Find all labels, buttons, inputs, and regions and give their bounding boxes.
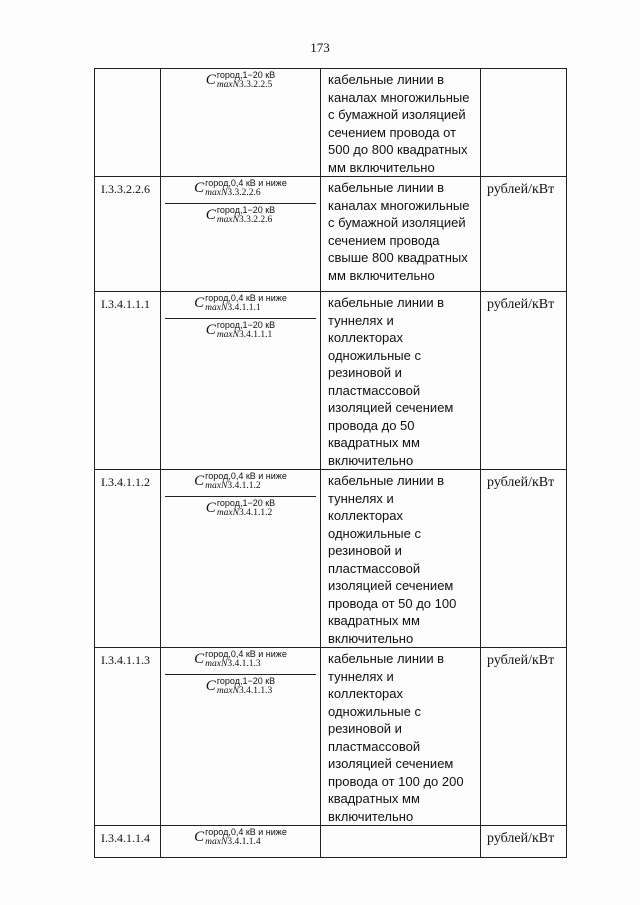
description-cell: кабельные линии в туннелях и коллекторах одножильные с резиновой и пластмассовой изоляцией сечением провода от 50 до 100 квадратных мм включительно bbox=[321, 470, 481, 648]
unit-cell: рублей/кВт bbox=[481, 470, 567, 648]
formula-cell bbox=[161, 826, 321, 858]
formula-cell bbox=[161, 69, 321, 177]
description-cell: кабельные линии в туннелях и коллекторах одножильные с резиновой и пластмассовой изоляцией сечением провода до 50 квадратных мм включительно bbox=[321, 292, 481, 470]
formula: C город,1−20 кВ maxN3.4.1.1.3 bbox=[205, 675, 276, 696]
formula: C город,1−20 кВ maxN3.4.1.1.2 bbox=[205, 497, 276, 518]
table-row bbox=[95, 648, 567, 826]
table-row bbox=[95, 69, 567, 177]
unit-cell: рублей/кВт bbox=[481, 826, 567, 858]
description-cell: кабельные линии в каналах многожильные с бумажной изоляцией сечением провода свыше 800 квадратных мм включительно bbox=[321, 177, 481, 292]
formula-cell bbox=[161, 177, 321, 292]
formula: C город,0,4 кВ и ниже maxN3.4.1.1.3 bbox=[165, 648, 316, 675]
unit-cell: рублей/кВт bbox=[481, 292, 567, 470]
unit-cell bbox=[481, 69, 567, 177]
formula: C город,1−20 кВ maxN3.3.2.2.5 bbox=[205, 70, 276, 90]
code-cell bbox=[95, 69, 161, 177]
formula-cell bbox=[161, 648, 321, 826]
formula: C город,0,4 кВ и ниже maxN3.4.1.1.4 bbox=[194, 827, 287, 847]
unit-cell: рублей/кВт bbox=[481, 648, 567, 826]
code-cell: I.3.3.2.2.6 bbox=[95, 177, 161, 292]
formula: C город,1−20 кВ maxN3.4.1.1.1 bbox=[205, 319, 276, 340]
unit-cell: рублей/кВт bbox=[481, 177, 567, 292]
formula: C город,0,4 кВ и ниже maxN3.4.1.1.1 bbox=[165, 292, 316, 319]
formula: C город,1−20 кВ maxN3.3.2.2.6 bbox=[205, 204, 276, 225]
formula-cell bbox=[161, 292, 321, 470]
tariff-table bbox=[94, 68, 567, 858]
table-row bbox=[95, 177, 567, 292]
code-cell: I.3.4.1.1.3 bbox=[95, 648, 161, 826]
formula: C город,0,4 кВ и ниже maxN3.3.2.2.6 bbox=[165, 177, 316, 204]
code-cell: I.3.4.1.1.1 bbox=[95, 292, 161, 470]
code-cell: I.3.4.1.1.2 bbox=[95, 470, 161, 648]
description-cell bbox=[321, 826, 481, 858]
table-row bbox=[95, 292, 567, 470]
description-cell: кабельные линии в каналах многожильные с бумажной изоляцией сечением провода от 500 до 800 квадратных мм включительно bbox=[321, 69, 481, 177]
formula-cell bbox=[161, 470, 321, 648]
page-number: 173 bbox=[310, 40, 330, 55]
table-row bbox=[95, 470, 567, 648]
code-cell: I.3.4.1.1.4 bbox=[95, 826, 161, 858]
formula: C город,0,4 кВ и ниже maxN3.4.1.1.2 bbox=[165, 470, 316, 497]
table-row bbox=[95, 826, 567, 858]
description-cell: кабельные линии в туннелях и коллекторах одножильные с резиновой и пластмассовой изоляцией сечением провода от 100 до 200 квадратных мм включительно bbox=[321, 648, 481, 826]
